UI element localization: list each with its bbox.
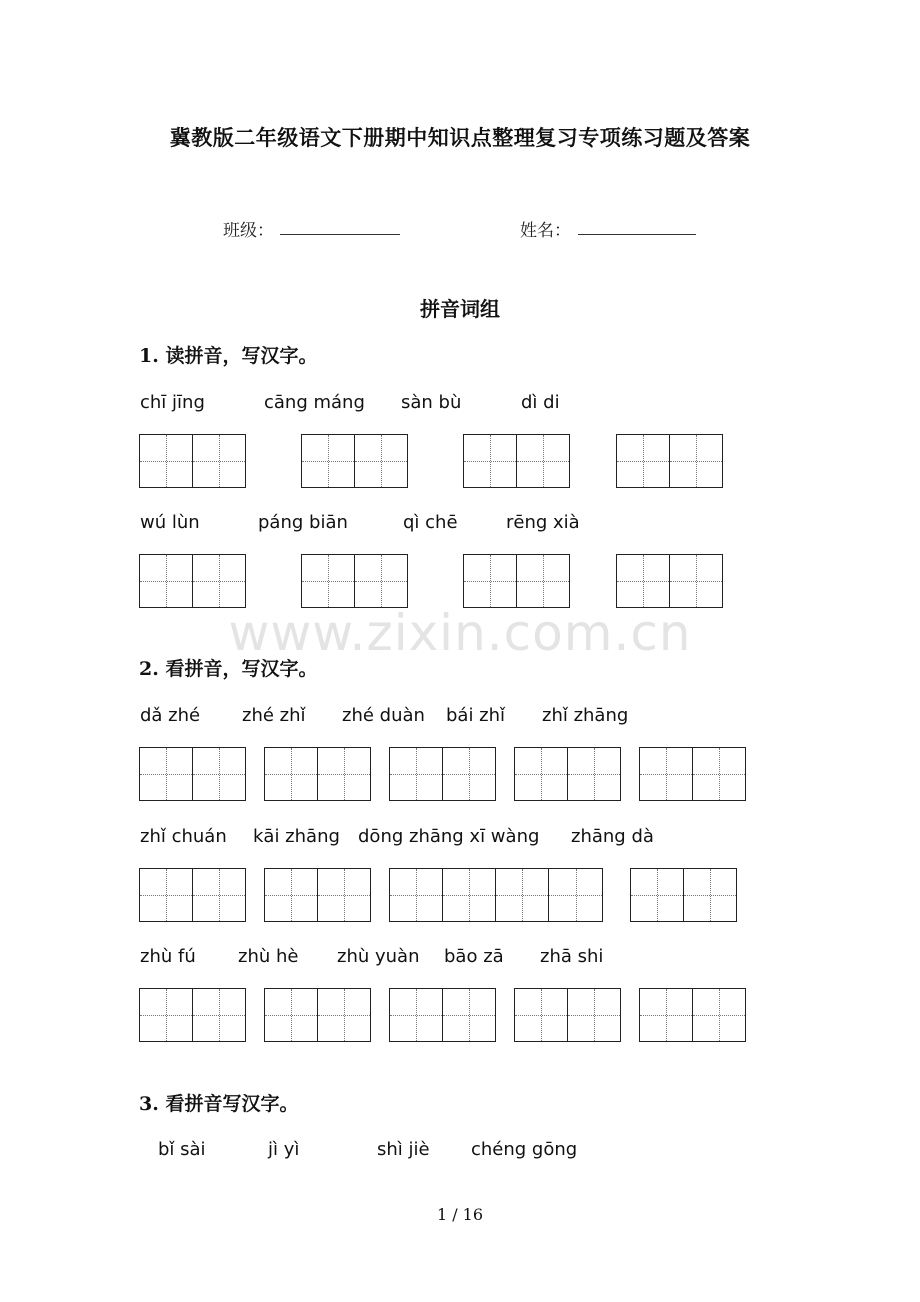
writing-grid[interactable]	[463, 554, 570, 608]
pinyin-prompt: wú lùn	[140, 512, 200, 533]
character-cell[interactable]	[318, 869, 371, 921]
character-cell[interactable]	[549, 869, 602, 921]
writing-grid[interactable]	[264, 988, 371, 1042]
writing-grid[interactable]	[139, 747, 246, 801]
character-cell[interactable]	[193, 748, 246, 800]
character-cell[interactable]	[140, 435, 193, 487]
character-cell[interactable]	[193, 869, 246, 921]
character-cell[interactable]	[318, 989, 371, 1041]
writing-grid[interactable]	[514, 747, 621, 801]
pinyin-prompt: zhā shi	[540, 946, 604, 967]
pinyin-prompt: dǎ zhé	[140, 705, 201, 726]
pinyin-prompt: dì di	[521, 392, 560, 413]
character-cell[interactable]	[302, 555, 355, 607]
character-cell[interactable]	[390, 748, 443, 800]
character-cell[interactable]	[265, 748, 318, 800]
pinyin-prompt: zhù fú	[140, 946, 196, 967]
writing-grid[interactable]	[264, 868, 371, 922]
writing-grid[interactable]	[389, 747, 496, 801]
pinyin-prompt: cāng máng	[264, 392, 365, 413]
character-cell[interactable]	[443, 989, 496, 1041]
watermark: www.zixin.com.cn	[228, 604, 692, 662]
pinyin-prompt: bǐ sài	[158, 1139, 206, 1160]
pinyin-prompt: zhù yuàn	[337, 946, 420, 967]
question-label-1: 1. 读拼音，写汉字。	[139, 345, 318, 367]
character-cell[interactable]	[517, 435, 570, 487]
character-cell[interactable]	[464, 435, 517, 487]
page-number: 1 / 16	[436, 1205, 484, 1224]
writing-grid[interactable]	[639, 988, 746, 1042]
document-title: 冀教版二年级语文下册期中知识点整理复习专项练习题及答案	[169, 125, 751, 150]
character-cell[interactable]	[265, 869, 318, 921]
writing-grid[interactable]	[139, 868, 246, 922]
character-cell[interactable]	[684, 869, 737, 921]
writing-grid[interactable]	[389, 988, 496, 1042]
class-blank	[280, 234, 400, 235]
class-label: 班级：	[223, 221, 274, 241]
character-cell[interactable]	[193, 555, 246, 607]
character-cell[interactable]	[640, 989, 693, 1041]
question-label-2: 2. 看拼音，写汉字。	[139, 658, 318, 680]
pinyin-prompt: chéng gōng	[471, 1139, 578, 1160]
pinyin-prompt: zhǐ chuán	[140, 826, 227, 847]
character-cell[interactable]	[515, 748, 568, 800]
pinyin-prompt: bāo zā	[444, 946, 504, 967]
character-cell[interactable]	[265, 989, 318, 1041]
writing-grid[interactable]	[139, 554, 246, 608]
character-cell[interactable]	[390, 869, 443, 921]
pinyin-prompt: zhāng dà	[571, 826, 654, 847]
character-cell[interactable]	[140, 748, 193, 800]
pinyin-prompt: zhé zhǐ	[242, 705, 306, 726]
character-cell[interactable]	[617, 555, 670, 607]
character-cell[interactable]	[390, 989, 443, 1041]
character-cell[interactable]	[670, 435, 723, 487]
character-cell[interactable]	[496, 869, 549, 921]
pinyin-prompt: zhǐ zhāng	[542, 705, 629, 726]
writing-grid[interactable]	[139, 434, 246, 488]
character-cell[interactable]	[355, 435, 408, 487]
character-cell[interactable]	[693, 989, 746, 1041]
character-cell[interactable]	[318, 748, 371, 800]
writing-grid[interactable]	[463, 434, 570, 488]
writing-grid[interactable]	[301, 554, 408, 608]
character-cell[interactable]	[693, 748, 746, 800]
character-cell[interactable]	[617, 435, 670, 487]
character-cell[interactable]	[193, 989, 246, 1041]
writing-grid[interactable]	[301, 434, 408, 488]
writing-grid[interactable]	[630, 868, 737, 922]
pinyin-prompt: rēng xià	[506, 512, 580, 533]
pinyin-prompt: jì yì	[268, 1139, 300, 1160]
writing-grid[interactable]	[616, 554, 723, 608]
character-cell[interactable]	[515, 989, 568, 1041]
writing-grid[interactable]	[139, 988, 246, 1042]
pinyin-prompt: qì chē	[403, 512, 458, 533]
name-blank	[578, 234, 696, 235]
writing-grid[interactable]	[514, 988, 621, 1042]
character-cell[interactable]	[443, 869, 496, 921]
writing-grid[interactable]	[264, 747, 371, 801]
pinyin-prompt: kāi zhāng	[253, 826, 340, 847]
character-cell[interactable]	[631, 869, 684, 921]
writing-grid[interactable]	[639, 747, 746, 801]
pinyin-prompt: zhé duàn	[342, 705, 425, 726]
character-cell[interactable]	[302, 435, 355, 487]
character-cell[interactable]	[140, 555, 193, 607]
pinyin-prompt: sàn bù	[401, 392, 462, 413]
character-cell[interactable]	[670, 555, 723, 607]
pinyin-prompt: zhù hè	[238, 946, 299, 967]
character-cell[interactable]	[140, 869, 193, 921]
character-cell[interactable]	[568, 748, 621, 800]
character-cell[interactable]	[443, 748, 496, 800]
pinyin-prompt: páng biān	[258, 512, 348, 533]
character-cell[interactable]	[193, 435, 246, 487]
character-cell[interactable]	[640, 748, 693, 800]
writing-grid[interactable]	[389, 868, 603, 922]
character-cell[interactable]	[140, 989, 193, 1041]
character-cell[interactable]	[568, 989, 621, 1041]
character-cell[interactable]	[464, 555, 517, 607]
name-label: 姓名：	[520, 221, 571, 241]
pinyin-prompt: bái zhǐ	[446, 705, 506, 726]
character-cell[interactable]	[355, 555, 408, 607]
writing-grid[interactable]	[616, 434, 723, 488]
pinyin-prompt: dōng zhāng xī wàng	[358, 826, 540, 847]
question-label-3: 3. 看拼音写汉字。	[139, 1093, 299, 1115]
pinyin-prompt: shì jiè	[377, 1139, 430, 1160]
pinyin-prompt: chī jīng	[140, 392, 205, 413]
section-title: 拼音词组	[420, 297, 500, 321]
character-cell[interactable]	[517, 555, 570, 607]
